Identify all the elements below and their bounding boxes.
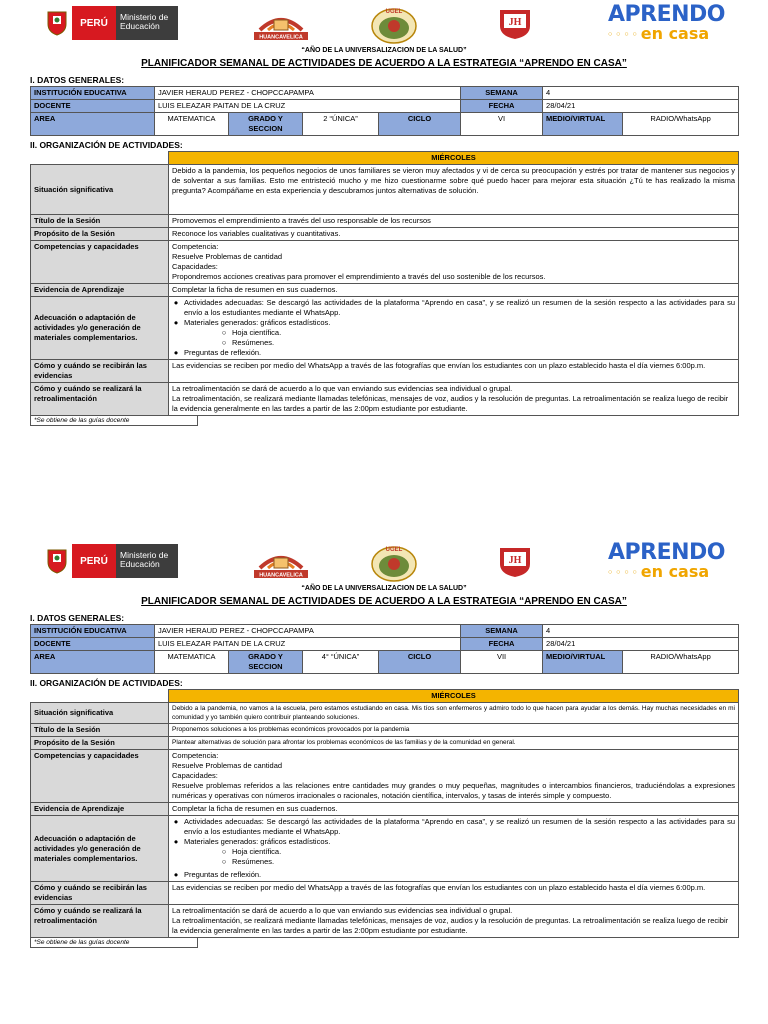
adecuacion-subitem-1: Hoja científica. xyxy=(232,847,282,856)
value-situacion: Debido a la pandemia, no vamos a la escuela, pero estamos estudiando en casa. Mis tíos son enfermeros y admiro todo lo que hacen para ayudar a los demás. Hay muchas necesidades en mi comunidad y yo también quiero contribuir planteando soluciones. xyxy=(169,703,739,724)
encasa-text: en casa xyxy=(640,24,710,43)
label-institucion: INSTITUCIÓN EDUCATIVA xyxy=(31,87,155,100)
huancavelica-logo xyxy=(250,546,312,580)
label-institucion: INSTITUCIÓN EDUCATIVA xyxy=(31,625,155,638)
value-area: MATEMATICA xyxy=(155,113,229,136)
value-semana: 4 xyxy=(543,625,739,638)
competencia-label: Competencia: xyxy=(172,751,219,760)
blank-cell xyxy=(31,690,169,703)
school-logo xyxy=(498,546,532,578)
aprendo-dots: ○ ○ ○ ○ xyxy=(608,30,638,38)
peru-shield-icon xyxy=(42,544,72,578)
label-recibiran: Cómo y cuándo se recibirán las evidencias xyxy=(31,360,169,383)
aprendo-dots: ○ ○ ○ ○ xyxy=(608,568,638,576)
adecuacion-subitem-2: Resúmenes. xyxy=(232,338,275,347)
retro-line-1: La retroalimentación se dará de acuerdo a lo que van enviando sus evidencias sea individual o grupal. xyxy=(172,906,513,915)
label-ciclo: CICLO xyxy=(379,113,461,136)
label-docente: DOCENTE xyxy=(31,638,155,651)
bullet-icon: ● xyxy=(173,837,179,846)
jh-text: JH xyxy=(508,555,522,566)
value-competencias xyxy=(169,241,739,284)
value-retroalimentacion xyxy=(169,905,739,938)
huancavelica-logo xyxy=(250,8,312,42)
value-proposito: Plantear alternativas de solución para afrontar los problemas económicos de las familias y de la comunidad en general. xyxy=(169,737,739,750)
label-medio: MEDIO/VIRTUAL xyxy=(543,651,623,674)
huancavelica-text: HUANCAVELICA xyxy=(259,34,303,41)
section-organization: II. ORGANIZACIÓN DE ACTIVIDADES: xyxy=(30,678,183,688)
circle-bullet-icon: ○ xyxy=(221,847,227,856)
value-titulo: Promovemos el emprendimiento a través del uso responsable de los recursos xyxy=(169,215,739,228)
peru-label: PERÚ xyxy=(72,544,116,578)
value-recibiran: Las evidencias se reciben por medio del WhatsApp a través de las fotografías que envían los estudiantes con un plazo establecido hasta el día viernes 6:00p.m. xyxy=(169,360,739,383)
label-recibiran: Cómo y cuándo se recibirán las evidencias xyxy=(31,882,169,905)
document-title: PLANIFICADOR SEMANAL DE ACTIVIDADES DE ACUERDO A LA ESTRATEGIA “APRENDO EN CASA” xyxy=(141,58,627,69)
aprendo-text: APRENDO xyxy=(608,2,725,27)
capacidades-label: Capacidades: xyxy=(172,262,218,271)
value-grado: 2 “ÚNICA” xyxy=(303,113,379,136)
circle-bullet-icon: ○ xyxy=(221,338,227,347)
ministerio-label: Ministerio de Educación xyxy=(116,544,178,578)
adecuacion-item-3: Preguntas de reflexión. xyxy=(184,348,262,357)
general-data-table xyxy=(30,86,739,136)
label-grado: GRADO Y SECCION xyxy=(229,651,303,674)
adecuacion-item-1: Actividades adecuadas: Se descargó las actividades de la plataforma “Aprendo en casa”, y se realizó un resumen de la sesión respecto a las actividades para su envío a los estudiantes mediante el WhatsApp. xyxy=(184,817,735,836)
bullet-icon: ● xyxy=(173,817,179,826)
label-retroalimentacion: Cómo y cuándo se realizará la retroalimentación xyxy=(31,383,169,416)
ministerio-label: Ministerio de Educación xyxy=(116,6,178,40)
value-grado: 4° “ÚNICA” xyxy=(303,651,379,674)
ugel-logo xyxy=(370,542,418,582)
value-adecuacion xyxy=(169,297,739,360)
adecuacion-item-3: Preguntas de reflexión. xyxy=(184,870,262,879)
label-situacion: Situación significativa xyxy=(31,165,169,215)
circle-bullet-icon: ○ xyxy=(221,857,227,866)
value-retroalimentacion xyxy=(169,383,739,416)
bullet-icon: ● xyxy=(173,870,179,879)
aprendo-en-casa-logo xyxy=(608,542,732,582)
adecuacion-item-2: Materiales generados: gráficos estadísticos. xyxy=(184,318,331,327)
activities-table xyxy=(30,151,739,416)
label-fecha: FECHA xyxy=(461,100,543,113)
retro-line-2: La retroalimentación, se realizará mediante llamadas telefónicas, mensajes de voz, audios y la resolución de preguntas. La retroalimentación se realiza luego de recibir la evidencia generalmente en las tardes a partir de las 2:00pm estudiante por estudiante. xyxy=(172,394,729,413)
label-adecuacion: Adecuación o adaptación de actividades y/o generación de materiales complementarios. xyxy=(31,297,169,360)
competencia-value: Resuelve Problemas de cantidad xyxy=(172,761,283,770)
section-general-data: I. DATOS GENERALES: xyxy=(30,75,125,85)
label-evidencia: Evidencia de Aprendizaje xyxy=(31,284,169,297)
label-proposito: Propósito de la Sesión xyxy=(31,737,169,750)
competencia-value: Resuelve Problemas de cantidad xyxy=(172,252,283,261)
value-semana: 4 xyxy=(543,87,739,100)
ministerio-logo xyxy=(42,544,212,578)
capacidades-value: Propondremos acciones creativas para promover el emprendimiento a través del uso sostenible de los recursos. xyxy=(172,272,546,281)
label-area: AREA xyxy=(31,651,155,674)
label-medio: MEDIO/VIRTUAL xyxy=(543,113,623,136)
ugel-text: UGEL xyxy=(385,9,403,15)
capacidades-label: Capacidades: xyxy=(172,771,218,780)
label-competencias: Competencias y capacidades xyxy=(31,750,169,803)
ugel-text: UGEL xyxy=(385,547,403,553)
value-competencias xyxy=(169,750,739,803)
label-ciclo: CICLO xyxy=(379,651,461,674)
day-header: MIÉRCOLES xyxy=(169,690,739,703)
capacidades-value: Resuelve problemas referidos a las relaciones entre cantidades muy grandes o muy pequeñas, magnitudes o intercambios financieros, traduciéndolas a expresiones numéricas y operativas con números irracionales o racionales, notación científica, intervalos, y tasas de interés simple y compuesto. xyxy=(172,781,735,800)
label-semana: SEMANA xyxy=(461,625,543,638)
value-recibiran: Las evidencias se reciben por medio del WhatsApp a través de las fotografías que envían los estudiantes con un plazo establecido hasta el día viernes 6:00p.m. xyxy=(169,882,739,905)
value-docente: LUIS ELEAZAR PAITAN DE LA CRUZ xyxy=(155,638,461,651)
ugel-logo xyxy=(370,4,418,44)
encasa-text: en casa xyxy=(640,562,710,581)
label-area: AREA xyxy=(31,113,155,136)
school-logo xyxy=(498,8,532,40)
label-docente: DOCENTE xyxy=(31,100,155,113)
value-ciclo: VII xyxy=(461,651,543,674)
document-title: PLANIFICADOR SEMANAL DE ACTIVIDADES DE ACUERDO A LA ESTRATEGIA “APRENDO EN CASA” xyxy=(141,596,627,607)
section-organization: II. ORGANIZACIÓN DE ACTIVIDADES: xyxy=(30,140,183,150)
planner-sheet-2 xyxy=(30,542,738,948)
value-proposito: Reconoce los variables cualitativas y cuantitativas. xyxy=(169,228,739,241)
footnote: *Se obtiene de las guías docente xyxy=(30,938,198,948)
value-medio: RADIO/WhatsApp xyxy=(623,113,739,136)
aprendo-en-casa-logo xyxy=(608,4,732,44)
jh-text: JH xyxy=(508,17,522,28)
day-header: MIÉRCOLES xyxy=(169,152,739,165)
value-institucion: JAVIER HERAUD PEREZ - CHOPCCAPAMPA xyxy=(155,87,461,100)
logo-row xyxy=(30,4,738,46)
label-grado: GRADO Y SECCION xyxy=(229,113,303,136)
label-competencias: Competencias y capacidades xyxy=(31,241,169,284)
adecuacion-subitem-2: Resúmenes. xyxy=(232,857,275,866)
blank-cell xyxy=(31,152,169,165)
value-evidencia: Completar la ficha de resumen en sus cuadernos. xyxy=(169,803,739,816)
value-ciclo: VI xyxy=(461,113,543,136)
aprendo-text: APRENDO xyxy=(608,540,725,565)
label-situacion: Situación significativa xyxy=(31,703,169,724)
value-situacion: Debido a la pandemia, los pequeños negocios de unos familiares se vieron muy afectados y vi de cerca su preocupación y estrés por tratar de mantener sus negocios y de solventar a sus familias. Esto me entristeció mucho y me hizo cuestionarme sobre qué puedo hacer para mejorar esta situación ¿Tú te has realizado la misma pregunta? Acompáñame en esta experiencia y descubramos juntos alternativas de solución. xyxy=(169,165,739,215)
ministerio-logo xyxy=(42,6,212,40)
planner-sheet-1 xyxy=(30,4,738,426)
adecuacion-item-2: Materiales generados: gráficos estadísticos. xyxy=(184,837,331,846)
year-motto: “AÑO DE LA UNIVERSALIZACION DE LA SALUD” xyxy=(301,47,467,54)
bullet-icon: ● xyxy=(173,348,179,357)
value-fecha: 28/04/21 xyxy=(543,638,739,651)
label-fecha: FECHA xyxy=(461,638,543,651)
competencia-label: Competencia: xyxy=(172,242,219,251)
label-evidencia: Evidencia de Aprendizaje xyxy=(31,803,169,816)
bullet-icon: ● xyxy=(173,318,179,327)
value-area: MATEMATICA xyxy=(155,651,229,674)
value-docente: LUIS ELEAZAR PAITAN DE LA CRUZ xyxy=(155,100,461,113)
footnote: *Se obtiene de las guías docente xyxy=(30,416,198,426)
retro-line-1: La retroalimentación se dará de acuerdo a lo que van enviando sus evidencias sea individual o grupal. xyxy=(172,384,513,393)
label-titulo: Título de la Sesión xyxy=(31,215,169,228)
label-semana: SEMANA xyxy=(461,87,543,100)
label-adecuacion: Adecuación o adaptación de actividades y/o generación de materiales complementarios. xyxy=(31,816,169,882)
section-general-data: I. DATOS GENERALES: xyxy=(30,613,125,623)
label-proposito: Propósito de la Sesión xyxy=(31,228,169,241)
peru-label: PERÚ xyxy=(72,6,116,40)
adecuacion-subitem-1: Hoja científica. xyxy=(232,328,282,337)
general-data-table xyxy=(30,624,739,674)
year-motto: “AÑO DE LA UNIVERSALIZACION DE LA SALUD” xyxy=(301,585,467,592)
value-medio: RADIO/WhatsApp xyxy=(623,651,739,674)
peru-shield-icon xyxy=(42,6,72,40)
value-fecha: 28/04/21 xyxy=(543,100,739,113)
label-titulo: Título de la Sesión xyxy=(31,724,169,737)
label-retroalimentacion: Cómo y cuándo se realizará la retroalimentación xyxy=(31,905,169,938)
value-titulo: Proponemos soluciones a los problemas económicos provocados por la pandemia xyxy=(169,724,739,737)
value-institucion: JAVIER HERAUD PEREZ - CHOPCCAPAMPA xyxy=(155,625,461,638)
huancavelica-text: HUANCAVELICA xyxy=(259,572,303,579)
adecuacion-item-1: Actividades adecuadas: Se descargó las actividades de la plataforma “Aprendo en casa”, y se realizó un resumen de la sesión respecto a las actividades para su envío a los estudiantes mediante el WhatsApp. xyxy=(184,298,735,317)
retro-line-2: La retroalimentación, se realizará mediante llamadas telefónicas, mensajes de voz, audios y la resolución de preguntas. La retroalimentación se realiza luego de recibir la evidencia generalmente en las tardes a partir de las 2:00pm estudiante por estudiante. xyxy=(172,916,729,935)
circle-bullet-icon: ○ xyxy=(221,328,227,337)
activities-table xyxy=(30,689,739,938)
value-adecuacion xyxy=(169,816,739,882)
bullet-icon: ● xyxy=(173,298,179,307)
logo-row xyxy=(30,542,738,584)
value-evidencia: Completar la ficha de resumen en sus cuadernos. xyxy=(169,284,739,297)
